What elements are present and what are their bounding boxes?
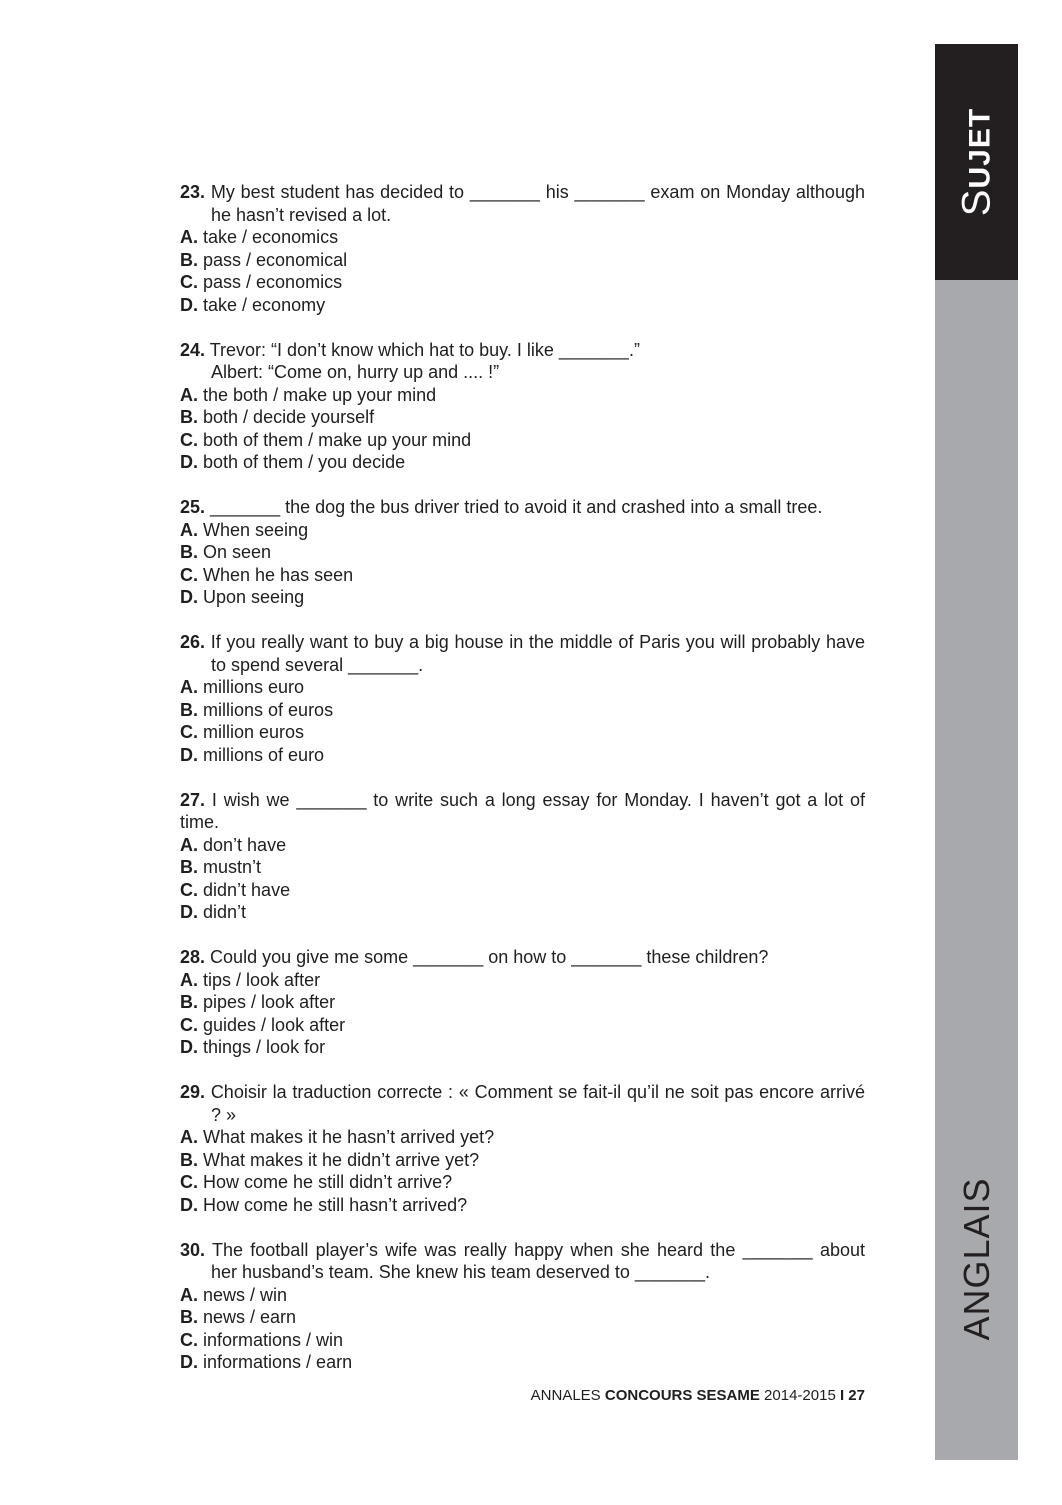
option-letter: D. — [180, 1194, 198, 1215]
option-b[interactable] — [180, 699, 865, 722]
option-text: take / economy — [203, 294, 326, 315]
option-letter: B. — [180, 1149, 198, 1170]
question-stem — [180, 496, 865, 519]
option-b[interactable] — [180, 991, 865, 1014]
option-c[interactable] — [180, 429, 865, 452]
option-d[interactable] — [180, 1036, 865, 1059]
question-stem — [180, 631, 865, 676]
option-a[interactable] — [180, 384, 865, 407]
option-text: millions of euro — [203, 744, 325, 765]
option-b[interactable] — [180, 856, 865, 879]
question-text: _______ the dog the bus driver tried to avoid it and crashed into a small tree. — [210, 497, 823, 517]
option-letter: A. — [180, 1127, 198, 1147]
option-text: What makes it he hasn’t arrived yet? — [203, 1127, 495, 1147]
option-letter: C. — [180, 272, 198, 292]
option-letter: A. — [180, 384, 198, 405]
option-c[interactable] — [180, 1171, 865, 1194]
question-23 — [180, 181, 865, 316]
option-text: didn’t have — [203, 879, 291, 900]
option-letter: D. — [180, 1352, 198, 1372]
option-text: news / earn — [203, 1307, 297, 1327]
option-text: the both / make up your mind — [203, 384, 437, 405]
question-30 — [180, 1239, 865, 1374]
option-text: informations / win — [203, 1329, 344, 1350]
option-a[interactable] — [180, 676, 865, 699]
option-text: didn’t — [203, 902, 247, 922]
option-letter: A. — [180, 677, 198, 697]
question-number: 29. — [180, 1082, 206, 1102]
page-number: I 27 — [839, 1387, 865, 1404]
option-text: mustn’t — [203, 857, 262, 877]
option-text: How come he still hasn’t arrived? — [203, 1194, 468, 1215]
option-text: both / decide yourself — [203, 407, 375, 427]
option-letter: B. — [180, 542, 198, 562]
option-d[interactable] — [180, 294, 865, 317]
option-b[interactable] — [180, 1306, 865, 1329]
option-letter: B. — [180, 992, 198, 1012]
question-text: My best student has decided to _______ his _______ exam on Monday although he hasn’t revised a lot. — [210, 182, 865, 225]
option-a[interactable] — [180, 1126, 865, 1149]
option-letter: D. — [180, 744, 198, 765]
question-text: Could you give me some _______ on how to _______ these children? — [210, 947, 769, 967]
question-28 — [180, 946, 865, 1059]
option-text: pipes / look after — [203, 992, 336, 1012]
option-text: guides / look after — [203, 1014, 346, 1035]
option-text: million euros — [203, 722, 305, 742]
option-c[interactable] — [180, 879, 865, 902]
question-number: 30. — [180, 1239, 206, 1260]
option-letter: A. — [180, 969, 198, 990]
option-c[interactable] — [180, 564, 865, 587]
page-footer — [531, 1387, 865, 1404]
option-text: pass / economical — [203, 249, 348, 270]
option-b[interactable] — [180, 1149, 865, 1172]
question-27 — [180, 789, 865, 924]
option-text: both of them / you decide — [203, 452, 406, 472]
option-text: informations / earn — [203, 1352, 353, 1372]
question-text: If you really want to buy a big house in the middle of Paris you will probably have to spend several _______. — [210, 632, 865, 675]
question-stem — [180, 1081, 865, 1126]
option-d[interactable] — [180, 744, 865, 767]
question-text: The football player’s wife was really happy when she heard the _______ about her husband’s team. She knew his team deserved to _______. — [211, 1239, 865, 1282]
option-text: On seen — [203, 542, 272, 562]
option-a[interactable] — [180, 834, 865, 857]
option-letter: D. — [180, 902, 198, 922]
question-number: 26. — [180, 632, 206, 652]
option-a[interactable] — [180, 969, 865, 992]
question-number: 27. — [180, 789, 206, 810]
option-a[interactable] — [180, 519, 865, 542]
option-a[interactable] — [180, 1284, 865, 1307]
option-c[interactable] — [180, 721, 865, 744]
sujet-initial: S — [954, 188, 998, 217]
option-a[interactable] — [180, 226, 865, 249]
option-letter: D. — [180, 452, 198, 472]
question-text: Trevor: “I don’t know which hat to buy. I like _______.” — [209, 339, 640, 360]
option-letter: B. — [180, 249, 198, 270]
option-letter: C. — [180, 429, 198, 450]
footer-year: 2014-2015 — [759, 1387, 840, 1404]
option-text: things / look for — [203, 1037, 326, 1057]
option-letter: A. — [180, 834, 198, 855]
section-tab-sujet — [935, 44, 1018, 280]
option-letter: B. — [180, 1307, 198, 1327]
option-c[interactable] — [180, 1329, 865, 1352]
option-letter: C. — [180, 879, 198, 900]
question-text: Choisir la traduction correcte : « Comment se fait-il qu’il ne soit pas encore arrivé ? » — [210, 1082, 865, 1125]
question-stem — [180, 789, 865, 834]
option-letter: C. — [180, 1014, 198, 1035]
option-text: both of them / make up your mind — [203, 429, 472, 450]
section-tab-anglais — [935, 280, 1018, 1460]
option-text: How come he still didn’t arrive? — [203, 1172, 453, 1192]
option-d[interactable] — [180, 1194, 865, 1217]
question-25 — [180, 496, 865, 609]
question-stem — [180, 181, 865, 226]
option-c[interactable] — [180, 1014, 865, 1037]
question-stem — [180, 946, 865, 969]
option-text: news / win — [203, 1284, 288, 1305]
option-letter: A. — [180, 227, 198, 247]
question-stem — [180, 1239, 865, 1284]
question-number: 23. — [180, 182, 206, 202]
option-letter: A. — [180, 1284, 198, 1305]
question-stem — [180, 339, 865, 362]
option-d[interactable] — [180, 901, 865, 924]
option-letter: A. — [180, 519, 198, 540]
option-b[interactable] — [180, 541, 865, 564]
option-d[interactable] — [180, 451, 865, 474]
option-letter: D. — [180, 1037, 198, 1057]
option-b[interactable] — [180, 406, 865, 429]
section-tab-sujet-label — [954, 108, 999, 216]
question-number: 24. — [180, 339, 206, 360]
questions-list — [180, 181, 865, 1396]
option-letter: D. — [180, 294, 198, 315]
option-text: pass / economics — [203, 272, 343, 292]
footer-prefix: ANNALES — [530, 1387, 605, 1404]
section-tab-anglais-label: ANGLAIS — [955, 1177, 997, 1341]
question-number: 25. — [180, 497, 206, 517]
option-text: don’t have — [203, 834, 287, 855]
option-letter: B. — [180, 407, 198, 427]
option-text: When seeing — [203, 519, 309, 540]
question-26 — [180, 631, 865, 766]
option-c[interactable] — [180, 271, 865, 294]
option-text: millions euro — [203, 677, 305, 697]
option-text: Upon seeing — [203, 587, 305, 607]
option-letter: C. — [180, 1172, 198, 1192]
option-d[interactable] — [180, 1351, 865, 1374]
question-number: 28. — [180, 947, 206, 967]
question-29 — [180, 1081, 865, 1216]
option-letter: C. — [180, 722, 198, 742]
footer-title: CONCOURS SESAME — [604, 1387, 760, 1404]
option-text: tips / look after — [203, 969, 321, 990]
question-24 — [180, 339, 865, 474]
option-b[interactable] — [180, 249, 865, 272]
option-text: take / economics — [203, 227, 339, 247]
option-d[interactable] — [180, 586, 865, 609]
option-letter: B. — [180, 699, 198, 720]
option-text: What makes it he didn’t arrive yet? — [203, 1149, 480, 1170]
option-letter: D. — [180, 587, 198, 607]
option-text: When he has seen — [203, 564, 354, 585]
option-letter: C. — [180, 564, 198, 585]
sujet-rest: UJET — [963, 107, 996, 189]
option-text: millions of euros — [203, 699, 334, 720]
question-text: I wish we _______ to write such a long essay for Monday. I haven’t got a lot of time. — [180, 789, 865, 832]
question-stem-line2: Albert: “Come on, hurry up and .... !” — [211, 362, 500, 382]
option-letter: C. — [180, 1329, 198, 1350]
option-letter: B. — [180, 857, 198, 877]
